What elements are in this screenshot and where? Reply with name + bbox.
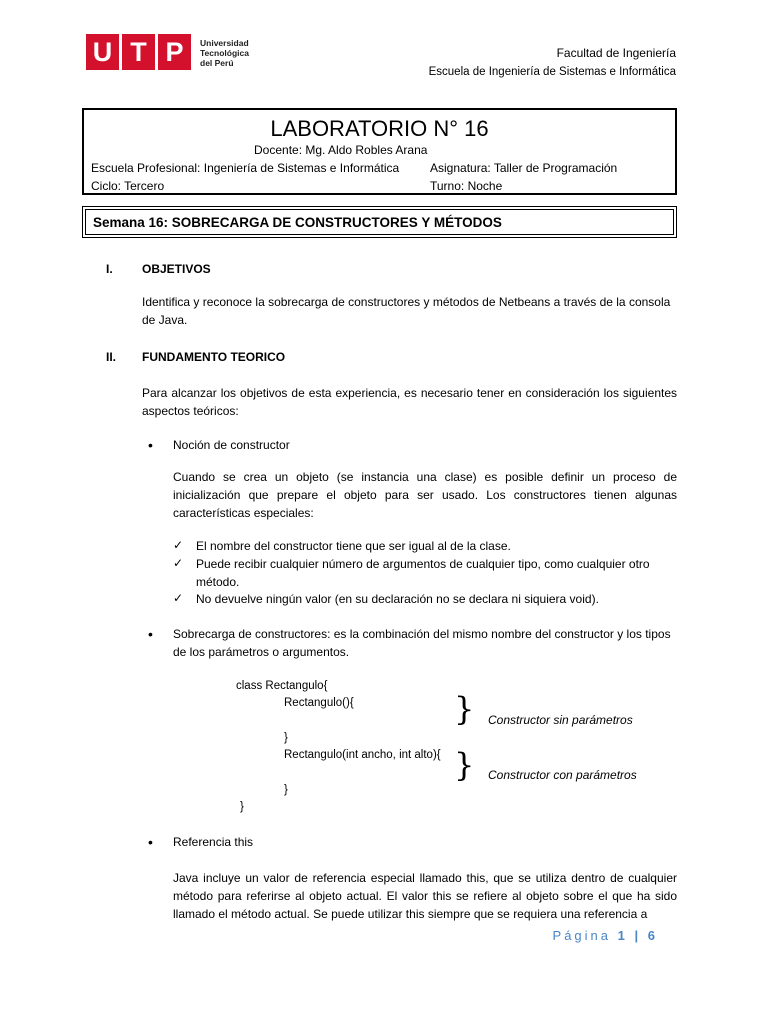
section-2-title: FUNDAMENTO TEORICO [142, 350, 286, 364]
code-line-1: class Rectangulo{ [236, 680, 328, 692]
bullet-1-text: Cuando se crea un objeto (se instancia una clase) es posible definir un proceso de inicialización que prepare el objeto para ser usado. Los constructores tienen algunas características especiales: [173, 470, 677, 520]
faculty-name: Facultad de Ingeniería [556, 46, 676, 60]
bullet-1-title: Noción de constructor [173, 438, 290, 452]
section-2-text: Para alcanzar los objetivos de esta experiencia, es necesario tener en consideración los siguientes aspectos teóricos: [142, 386, 677, 418]
bullet-dot: • [148, 626, 153, 642]
teacher: Docente: Mg. Aldo Robles Arana [254, 143, 428, 157]
page-label: Página [552, 928, 612, 943]
bullet-dot: • [148, 834, 153, 850]
logo-letter-u: U [86, 34, 119, 70]
page-separator: | [634, 928, 642, 943]
note-1: Constructor sin parámetros [488, 713, 633, 727]
logo-text [200, 38, 249, 68]
turno: Turno: Noche [430, 179, 503, 193]
week-title-box [82, 206, 677, 238]
check-icon: ✓ [173, 591, 184, 605]
code-line-4: Rectangulo(int ancho, int alto){ [284, 749, 441, 761]
brace-2: } [454, 746, 475, 784]
logo-line-3: del Perú [200, 58, 234, 68]
bullet-3-title: Referencia this [173, 835, 254, 849]
section-1-text: Identifica y reconoce la sobrecarga de constructores y métodos de Netbeans a través de la consola de Java. [142, 295, 671, 327]
code-line-6: } [240, 801, 244, 813]
week-title: Semana 16: SOBRECARGA DE CONSTRUCTORES Y MÉTODOS [93, 215, 502, 230]
page-number: 1 [617, 928, 628, 943]
check-icon: ✓ [173, 538, 184, 552]
bullet-2-text: es la combinación del mismo nombre del constructor y los tipos de los parámetros o argumentos. [173, 627, 671, 659]
check-item-2: Puede recibir cualquier número de argumentos de cualquier tipo, como cualquier otro método. [196, 557, 650, 589]
check-item-1: El nombre del constructor tiene que ser igual al de la clase. [196, 539, 511, 553]
bullet-3-text: Java incluye un valor de referencia especial llamado this, que se utiliza dentro de cualquier método para referirse al objeto actual. El valor this se refiere al objeto sobre el que ha sido llamado el método actual. Se puede utilizar this siempre que se requiera una referencia a [173, 871, 677, 921]
code-line-3: } [284, 732, 288, 744]
logo-letter-t: T [122, 34, 155, 70]
bullet-dot: • [148, 437, 153, 453]
page-total: 6 [647, 928, 658, 943]
brace-1: } [454, 690, 475, 728]
logo-line-2: Tecnológica [200, 48, 249, 58]
logo-letter-p: P [158, 34, 191, 70]
section-2-number: II. [106, 350, 117, 364]
logo-line-1: Universidad [200, 38, 249, 48]
lab-title-box [82, 108, 677, 195]
asignatura: Asignatura: Taller de Programación [430, 161, 618, 175]
check-item-3: No devuelve ningún valor (en su declaración no se declara ni siquiera void). [196, 592, 599, 606]
bullet-2-paragraph [173, 625, 677, 661]
ciclo: Ciclo: Tercero [91, 179, 165, 193]
check-icon: ✓ [173, 556, 184, 570]
lab-title: LABORATORIO N° 16 [270, 116, 489, 141]
section-1-number: I. [106, 262, 113, 276]
page-footer [553, 927, 658, 945]
escuela-profesional: Escuela Profesional: Ingeniería de Sistemas e Informática [91, 161, 400, 175]
code-line-5: } [284, 784, 288, 796]
note-2: Constructor con parámetros [488, 768, 637, 782]
school-name: Escuela de Ingeniería de Sistemas e Informática [428, 66, 676, 78]
bullet-2-title: Sobrecarga de constructores: [173, 627, 331, 641]
section-1-title: OBJETIVOS [142, 262, 211, 276]
code-line-2: Rectangulo(){ [284, 697, 354, 709]
